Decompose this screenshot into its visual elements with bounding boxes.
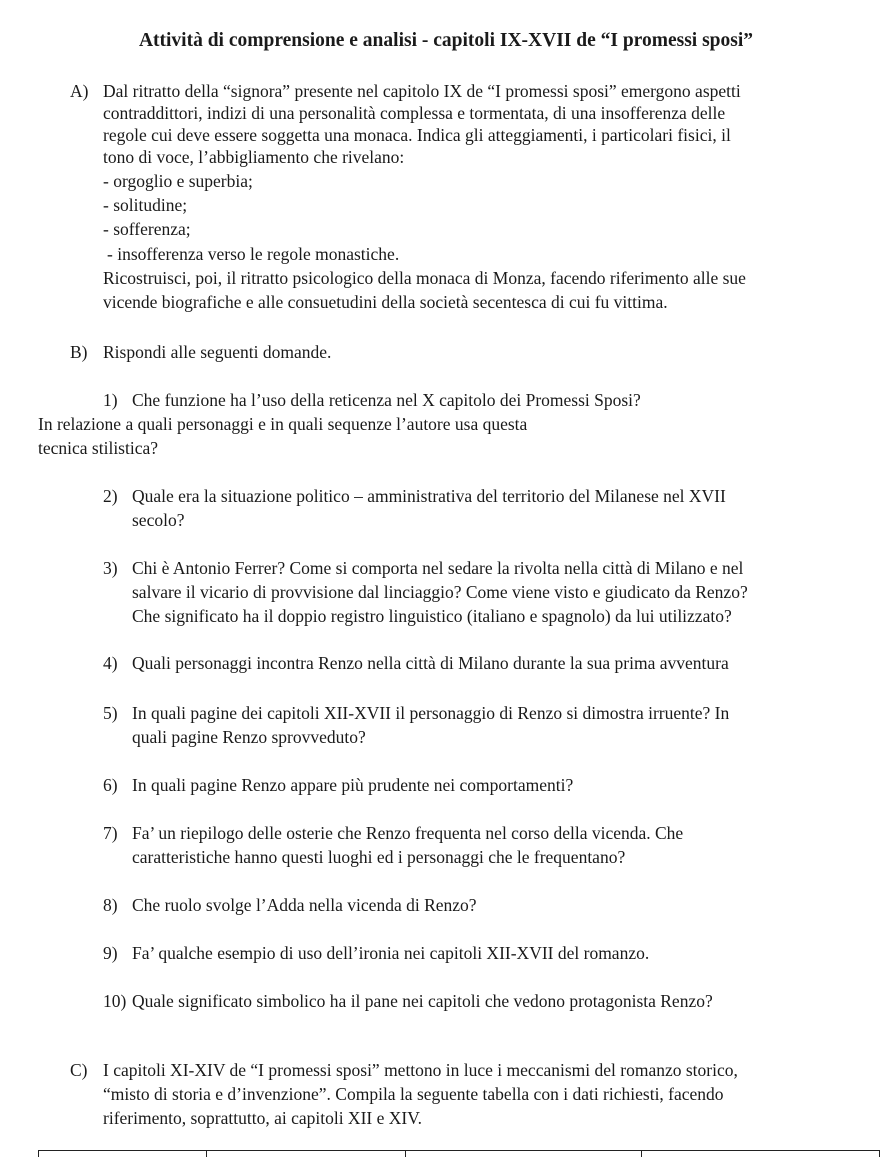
table-column-divider <box>38 1150 39 1157</box>
question-line: In relazione a quali personaggi e in quali sequenze l’autore usa questa <box>38 414 528 434</box>
bullet-item: - insofferenza verso le regole monastiche. <box>107 244 400 264</box>
question-marker: 7) <box>103 823 118 843</box>
question-line: quali pagine Renzo sprovveduto? <box>132 727 366 747</box>
section-c-marker: C) <box>70 1060 88 1080</box>
question-line: Che funzione ha l’uso della reticenza nel X capitolo dei Promessi Sposi? <box>132 390 641 410</box>
section-a-line: contraddittori, indizi di una personalità complessa e tormentata, di una insofferenza delle <box>103 103 726 123</box>
bullet-item: - orgoglio e superbia; <box>103 171 253 191</box>
question-line: secolo? <box>132 510 185 530</box>
bullet-item: - solitudine; <box>103 195 188 215</box>
table-column-divider <box>405 1150 406 1157</box>
section-c-line: “misto di storia e d’invenzione”. Compila la seguente tabella con i dati richiesti, facendo <box>103 1084 724 1104</box>
question-line: caratteristiche hanno questi luoghi ed i personaggi che le frequentano? <box>132 847 626 867</box>
question-line: salvare il vicario di provvisione dal linciaggio? Come viene visto e giudicato da Renzo? <box>132 582 748 602</box>
question-marker: 5) <box>103 703 118 723</box>
question-line: In quali pagine dei capitoli XII-XVII il personaggio di Renzo si dimostra irruente? In <box>132 703 730 723</box>
question-marker: 3) <box>103 558 118 578</box>
section-a-line: Ricostruisci, poi, il ritratto psicologico della monaca di Monza, facendo riferimento alle sue <box>103 268 746 288</box>
bullet-item: - sofferenza; <box>103 219 191 239</box>
section-a-line: vicende biografiche e alle consuetudini della società secentesca di cui fu vittima. <box>103 292 668 312</box>
question-line: Che significato ha il doppio registro linguistico (italiano e spagnolo) da lui utilizzato? <box>132 606 732 626</box>
question-marker: 6) <box>103 775 118 795</box>
table-column-divider <box>206 1150 207 1157</box>
table-column-divider <box>641 1150 642 1157</box>
question-marker: 10) <box>103 991 127 1011</box>
question-line: In quali pagine Renzo appare più prudente nei comportamenti? <box>132 775 574 795</box>
question-marker: 9) <box>103 943 118 963</box>
question-marker: 8) <box>103 895 118 915</box>
table-column-divider <box>879 1150 880 1157</box>
table-top-border <box>38 1150 880 1151</box>
question-line: Quale era la situazione politico – amministrativa del territorio del Milanese nel XVII <box>132 486 726 506</box>
section-a-line: Dal ritratto della “signora” presente nel capitolo IX de “I promessi sposi” emergono aspetti <box>103 81 741 101</box>
section-b-marker: B) <box>70 342 88 362</box>
question-line: Fa’ un riepilogo delle osterie che Renzo frequenta nel corso della vicenda. Che <box>132 823 684 843</box>
question-marker: 1) <box>103 390 118 410</box>
section-c-line: I capitoli XI-XIV de “I promessi sposi” mettono in luce i meccanismi del romanzo storico, <box>103 1060 738 1080</box>
section-c-line: riferimento, soprattutto, ai capitoli XII e XIV. <box>103 1108 422 1128</box>
page-title: Attività di comprensione e analisi - capitoli IX-XVII de “I promessi sposi” <box>138 30 754 51</box>
section-b-heading: Rispondi alle seguenti domande. <box>103 342 332 362</box>
section-a-line: tono di voce, l’abbigliamento che rivelano: <box>103 147 405 167</box>
question-marker: 4) <box>103 653 118 673</box>
section-a-line: regole cui deve essere soggetta una monaca. Indica gli atteggiamenti, i particolari fisici, il <box>103 125 731 145</box>
question-line: Quale significato simbolico ha il pane nei capitoli che vedono protagonista Renzo? <box>132 991 713 1011</box>
question-line: Che ruolo svolge l’Adda nella vicenda di Renzo? <box>132 895 477 915</box>
question-line: Chi è Antonio Ferrer? Come si comporta nel sedare la rivolta nella città di Milano e nel <box>132 558 744 578</box>
question-marker: 2) <box>103 486 118 506</box>
question-line: tecnica stilistica? <box>38 438 159 458</box>
section-a-marker: A) <box>70 81 89 101</box>
question-line: Fa’ qualche esempio di uso dell’ironia nei capitoli XII-XVII del romanzo. <box>132 943 650 963</box>
question-line: Quali personaggi incontra Renzo nella città di Milano durante la sua prima avventura <box>132 653 729 673</box>
